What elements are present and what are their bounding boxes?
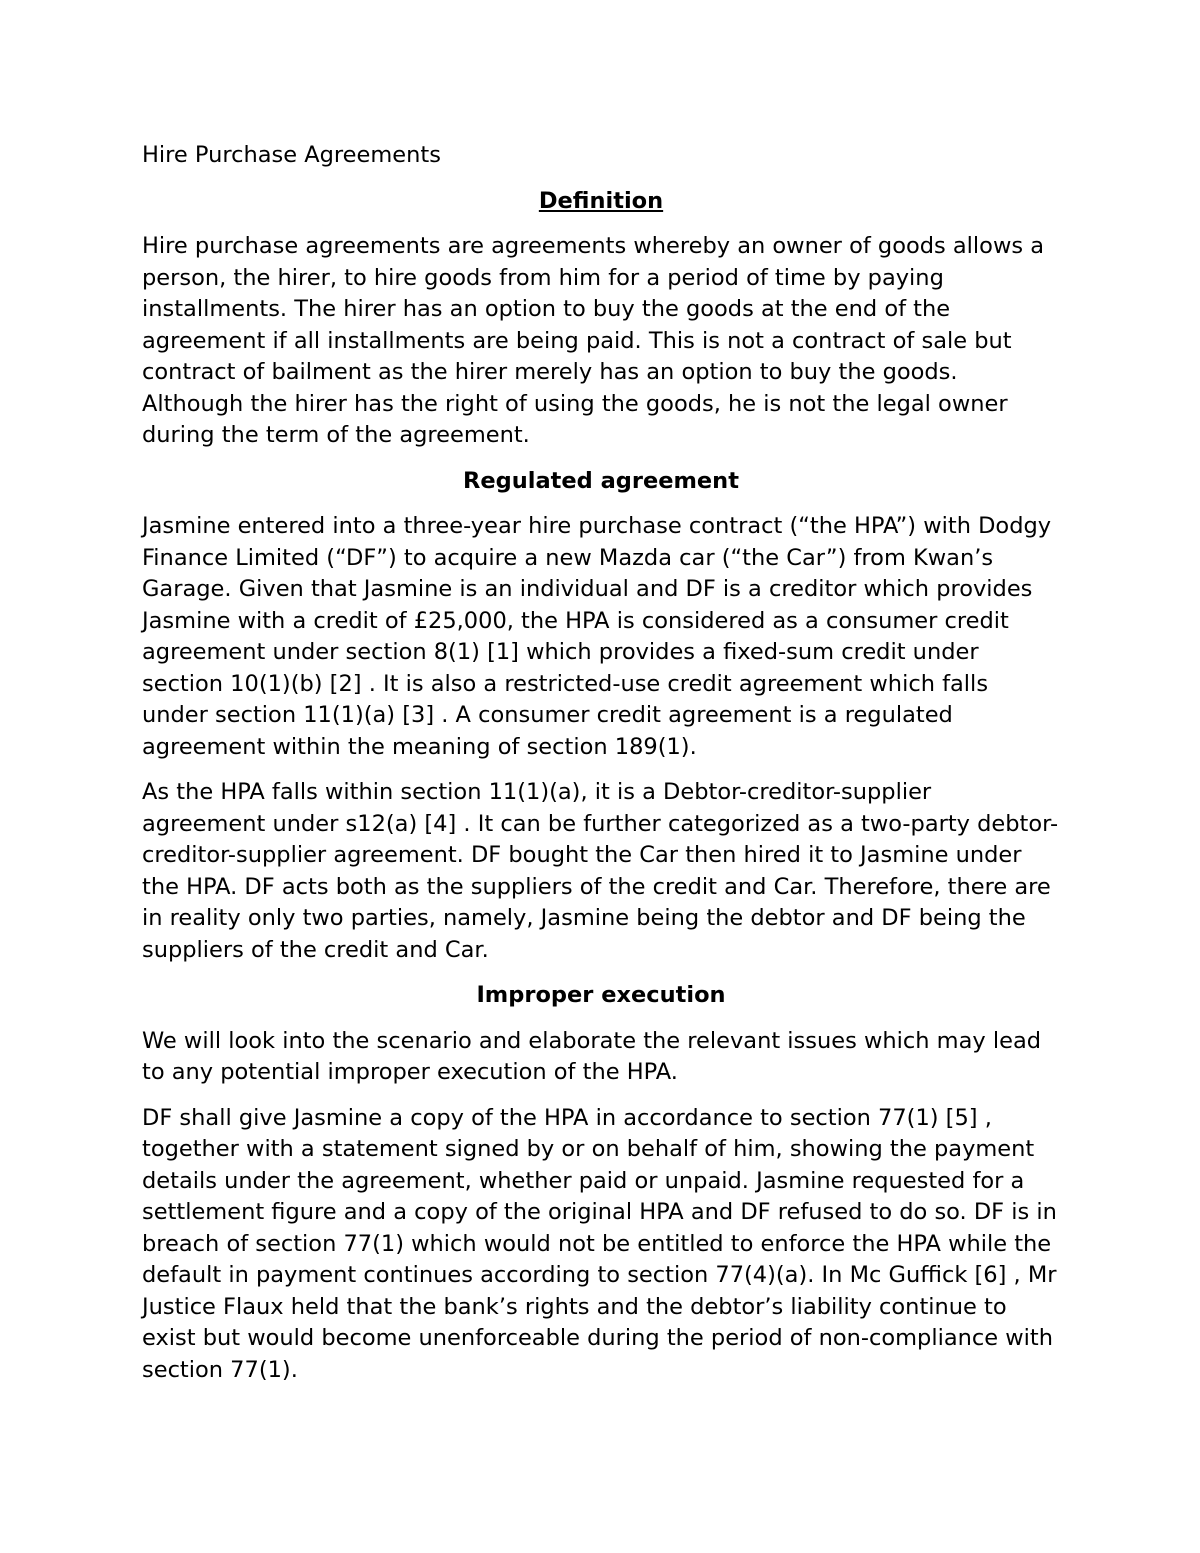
document-title: Hire Purchase Agreements [142, 142, 441, 168]
heading-improper-execution: Improper execution [476, 982, 726, 1008]
paragraph-regulated-1: Jasmine entered into a three-year hire purchase contract (“the HPA”) with Dodgy Finance Limited (“DF”) to acquire a new Mazda car (“the Car”) from Kwan’s Garage. Given that Jasmine is an individual and DF is a creditor which provides Jasmine with a credit of £25,000, the HPA is considered as a consumer credit agreement under section 8(1) [1] which provides a fixed-sum credit under section 10(1)(b) [2] . It is also a restricted-use credit agreement which falls under section 11(1)(a) [3] . A consumer credit agreement is a regulated agreement within the meaning of section 189(1). [142, 513, 1052, 760]
paragraph-improper-2: DF shall give Jasmine a copy of the HPA in accordance to section 77(1) [5] , together with a statement signed by or on behalf of him, showing the payment details under the agreement, whether paid or unpaid. Jasmine requested for a settlement figure and a copy of the original HPA and DF refused to do so. DF is in breach of section 77(1) which would not be entitled to enforce the HPA while the default in payment continues according to section 77(4)(a). In Mc Guffick [6] , Mr Justice Flaux held that the bank’s rights and the debtor’s liability continue to exist but would become unenforceable during the period of non-compliance with section 77(1). [142, 1104, 1057, 1383]
paragraph-improper-1: We will look into the scenario and elaborate the relevant issues which may lead to any potential improper execution of the HPA. [142, 1027, 1042, 1085]
document-page [142, 140, 1060, 1400]
heading-definition: Definition [538, 187, 664, 214]
heading-regulated-agreement: Regulated agreement [463, 467, 739, 494]
paragraph-regulated-2: As the HPA falls within section 11(1)(a), it is a Debtor-creditor-supplier agreement under s12(a) [4] . It can be further categorized as a two-party debtor-creditor-supplier agreement. DF bought the Car then hired it to Jasmine under the HPA. DF acts both as the suppliers of the credit and Car. Therefore, there are in reality only two parties, namely, Jasmine being the debtor and DF being the suppliers of the credit and Car. [142, 779, 1059, 963]
paragraph-definition: Hire purchase agreements are agreements whereby an owner of goods allows a person, the hirer, to hire goods from him for a period of time by paying installments. The hirer has an option to buy the goods at the end of the agreement if all installments are being paid. This is not a contract of sale but contract of bailment as the hirer merely has an option to buy the goods. Although the hirer has the right of using the goods, he is not the legal owner during the term of the agreement. [142, 233, 1045, 448]
